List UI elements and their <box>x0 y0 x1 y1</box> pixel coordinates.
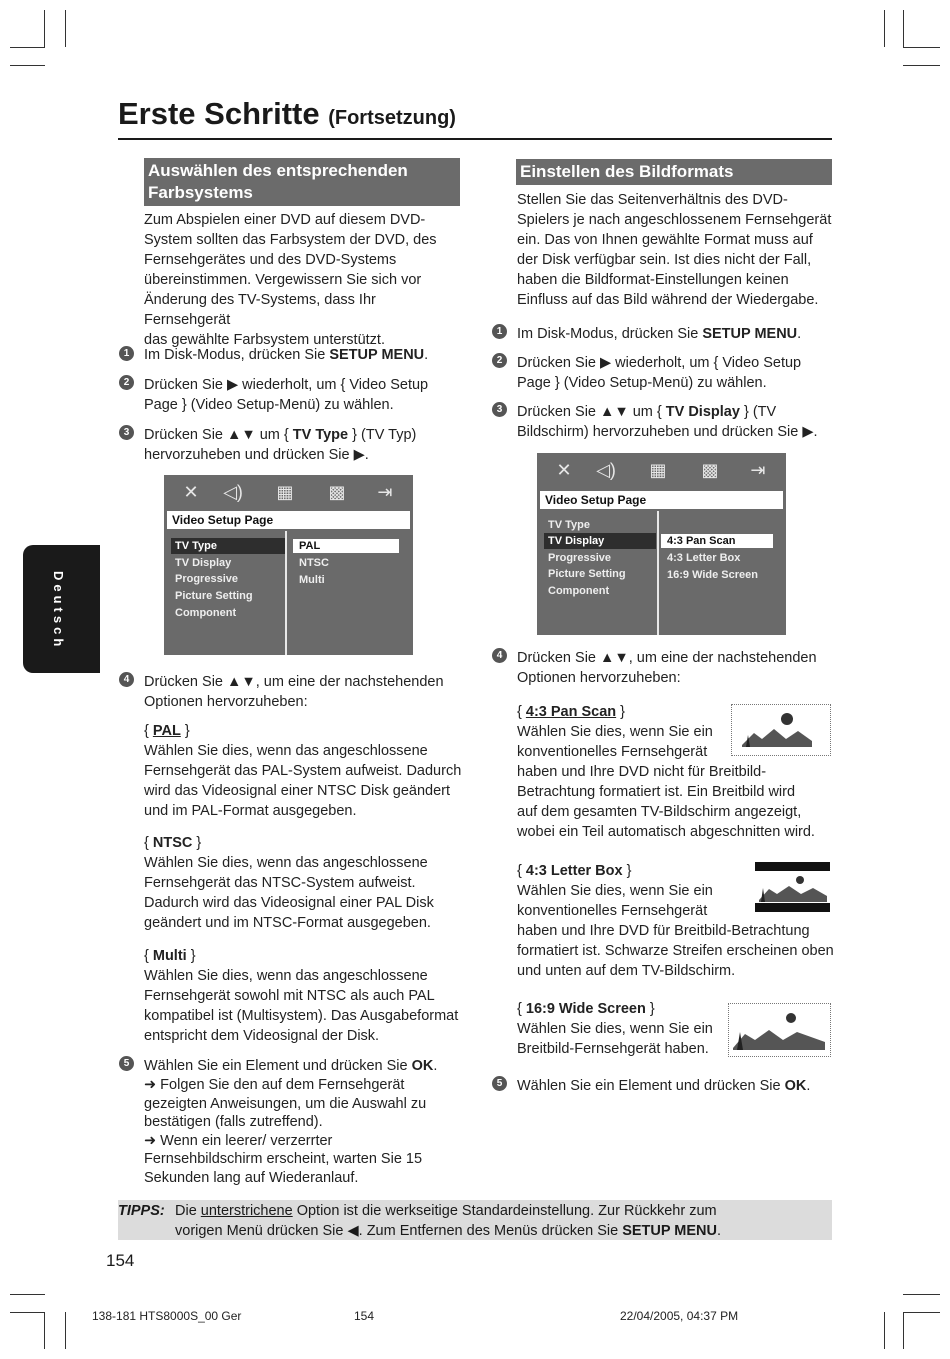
menu-option: 4:3 Pan Scan <box>661 534 773 548</box>
step-number: 5 <box>119 1056 134 1071</box>
heading-line: Auswählen des entsprechenden <box>148 161 408 180</box>
step-5 <box>144 1056 464 1187</box>
option-label: PAL <box>152 723 181 739</box>
step-key: OK <box>411 1058 434 1074</box>
note-line: gezeigten Anweisungen, um die Auswahl zu <box>144 1095 427 1112</box>
menu-item: TV Type <box>171 538 285 554</box>
menu-icon-bar <box>164 475 413 509</box>
step-key: TV Type <box>292 427 349 443</box>
text-line: entspricht dem Videosignal der Disk. <box>144 1028 380 1044</box>
text-line: Drücken Sie ▲▼, um eine der nachstehenden <box>517 650 817 666</box>
menu-page-title: Video Setup Page <box>167 511 410 529</box>
text-line: und im PAL-Format ausgegeben. <box>144 803 357 819</box>
step-1 <box>517 324 801 344</box>
menu-icon-bar <box>537 453 786 487</box>
crop-mark <box>903 1294 940 1295</box>
step-key: SETUP MENU <box>702 326 798 342</box>
speaker-icon: ◁) <box>223 482 243 502</box>
language-side-tab <box>23 545 100 673</box>
option-label: Multi <box>152 948 187 964</box>
heading-line: Farbsystems <box>148 183 253 202</box>
crop-mark <box>884 1312 885 1349</box>
text-line: Page } (Video Setup-Menü) zu wählen. <box>517 375 767 391</box>
crop-mark <box>65 1312 66 1349</box>
step-text: Im Disk-Modus, drücken Sie <box>517 326 703 342</box>
text-line: Fernsehgerät sowohl mit NTSC als auch PAL <box>144 988 435 1004</box>
note-line: ➜ Folgen Sie den auf dem Fernsehgerät <box>144 1077 405 1093</box>
step-key: SETUP MENU <box>329 347 425 363</box>
text-line: haben die Bildformat-Einstellungen keinen <box>517 272 789 288</box>
menu-option: 4:3 Letter Box <box>667 552 741 564</box>
text-line: konventionelles Fernsehgerät <box>517 744 708 760</box>
option-label: 4:3 Letter Box <box>525 863 623 879</box>
text-line: Drücken Sie ▶ wiederholt, um { Video Setup <box>144 377 429 393</box>
step-text: Drücken Sie ▲▼ um { <box>517 404 666 420</box>
page-title-main: Erste Schritte <box>118 96 320 131</box>
text-line: übereinstimmen. Vergewissern Sie sich vor <box>144 272 422 288</box>
menu-item: Component <box>175 607 237 619</box>
menu-option: Multi <box>299 574 325 586</box>
preferences-icon: ▩ <box>701 460 719 480</box>
text-line: auf dem gesamten TV-Bildschirm angezeigt, <box>517 804 802 820</box>
step-2 <box>144 375 428 415</box>
step-number: 5 <box>492 1076 507 1091</box>
option-multi: { Multi } Wählen Sie dies, wenn das angeschlossene Fernsehgerät sowohl mit NTSC als auch PAL kompatibel ist (Multisystem). Das Ausgabeformat entspricht dem Videosignal der Disk. <box>144 946 464 1046</box>
text-line: Wählen Sie dies, wenn das angeschlossene <box>144 968 428 984</box>
text-line: Betrachtung formatiert ist. Ein Breitbild wird <box>517 784 796 800</box>
step-number: 4 <box>492 648 507 663</box>
footer-file: 138-181 HTS8000S_00 Ger <box>92 1309 242 1323</box>
text-line: Fernsehgerätes und des DVD-Systems <box>144 252 397 268</box>
page-number: 154 <box>106 1251 135 1270</box>
text-line: Page } (Video Setup-Menü) zu wählen. <box>144 397 394 413</box>
text-line: Wählen Sie dies, wenn Sie ein <box>517 883 713 899</box>
speaker-icon: ◁) <box>596 460 616 480</box>
preferences-icon: ▩ <box>328 482 346 502</box>
step-text: Im Disk-Modus, drücken Sie <box>144 347 330 363</box>
step-3 <box>144 425 416 465</box>
video-setup-menu-screenshot <box>537 453 786 635</box>
step-4 <box>517 648 817 688</box>
text-line: hervorzuheben und drücken Sie ▶. <box>144 447 369 463</box>
tips-line: vorigen Menü drücken Sie ◀. Zum Entfernen des Menüs drücken Sie <box>175 1223 623 1239</box>
video-icon: ▦ <box>276 482 294 502</box>
step-number: 1 <box>119 346 134 361</box>
crop-mark <box>65 10 66 47</box>
crop-mark <box>10 47 45 48</box>
option-letter-box: { 4:3 Letter Box } Wählen Sie dies, wenn Sie ein konventionelles Fernsehgerät haben und Ihre DVD für Breitbild-Betrachtung formatiert ist. Schwarze Streifen erscheinen oben und unten auf dem TV-Bildschirm. <box>517 861 837 981</box>
text-line: Drücken Sie ▶ wiederholt, um { Video Setup <box>517 355 802 371</box>
text-line: Breitbild-Fernsehgerät haben. <box>517 1041 709 1057</box>
text-line: Fernsehgerät das NTSC-System aufweist. <box>144 875 416 891</box>
step-text: . <box>797 326 802 342</box>
menu-option: 16:9 Wide Screen <box>667 569 758 581</box>
text-line: und unten auf dem TV-Bildschirm. <box>517 963 736 979</box>
crop-mark <box>903 10 904 47</box>
text-line: formatiert ist. Schwarze Streifen erscheinen oben <box>517 943 834 959</box>
crop-mark <box>10 1294 45 1295</box>
option-label: 4:3 Pan Scan <box>525 704 617 720</box>
option-label: NTSC <box>152 835 193 851</box>
step-text: Drücken Sie ▲▼ um { <box>144 427 293 443</box>
step-text: } (TV <box>739 404 777 420</box>
option-label: 16:9 Wide Screen <box>525 1001 646 1017</box>
crop-mark <box>44 1312 45 1349</box>
tips-line: Option ist die werkseitige Standardeinstellung. Zur Rückkehr zum <box>292 1203 717 1219</box>
step-text: Wählen Sie ein Element und drücken Sie <box>517 1078 785 1094</box>
tips-key: SETUP MENU <box>622 1223 717 1239</box>
step-text: Wählen Sie ein Element und drücken Sie <box>144 1058 412 1074</box>
menu-item: Picture Setting <box>548 568 626 580</box>
intro-paragraph <box>517 190 837 310</box>
tips-line: . <box>717 1223 722 1239</box>
text-line: Optionen hervorzuheben: <box>517 670 681 686</box>
step-text: . <box>433 1058 438 1074</box>
exit-icon: ⇥ <box>750 460 766 480</box>
text-line: Dadurch wird das Videosignal einer PAL Disk <box>144 895 434 911</box>
step-number: 2 <box>492 353 507 368</box>
menu-item: Picture Setting <box>175 590 253 602</box>
section-heading-picture-format: Einstellen des Bildformats <box>516 159 832 185</box>
text-line: Bildschirm) hervorzuheben und drücken Sie ▶. <box>517 424 818 440</box>
tips-line: Die <box>175 1203 201 1219</box>
note-line: Sekunden lang auf Wiederanlauf. <box>144 1169 359 1186</box>
step-3 <box>517 402 818 442</box>
option-wide-screen: { 16:9 Wide Screen } Wählen Sie dies, wenn Sie ein Breitbild-Fernsehgerät haben. <box>517 999 837 1059</box>
tips-box <box>118 1200 832 1240</box>
menu-option: PAL <box>293 539 399 553</box>
intro-paragraph <box>144 210 464 350</box>
tips-underlined: unterstrichene <box>200 1203 293 1219</box>
text-line: Spielers je nach angeschlossenem Fernsehgerät <box>517 212 832 228</box>
menu-item: TV Display <box>544 533 656 549</box>
section-heading-color-system <box>144 158 460 206</box>
text-line: kompatibel ist (Multisystem). Das Ausgabeformat <box>144 1008 459 1024</box>
text-line: Fernsehgerät das PAL-System aufweist. Dadurch <box>144 763 462 779</box>
step-number: 3 <box>119 425 134 440</box>
text-line: Wählen Sie dies, wenn Sie ein <box>517 724 713 740</box>
text-line: Wählen Sie dies, wenn Sie ein <box>517 1021 713 1037</box>
step-text: . <box>806 1078 811 1094</box>
crop-mark <box>44 10 45 47</box>
text-line: haben und Ihre DVD nicht für Breitbild- <box>517 764 767 780</box>
step-text: } (TV Typ) <box>348 427 417 443</box>
tips-text <box>175 1201 825 1241</box>
step-text: . <box>424 347 429 363</box>
crop-mark <box>903 1312 904 1349</box>
step-key: TV Display <box>665 404 740 420</box>
step-5 <box>517 1076 810 1096</box>
step-number: 1 <box>492 324 507 339</box>
text-line: ein. Das von Ihnen gewählte Format muss auf <box>517 232 813 248</box>
text-line: konventionelles Fernsehgerät <box>517 903 708 919</box>
language-label: Deutsch <box>51 571 66 651</box>
option-pan-scan: { 4:3 Pan Scan } Wählen Sie dies, wenn Sie ein konventionelles Fernsehgerät haben und Ihre DVD nicht für Breitbild- Betrachtung formatiert ist. Ein Breitbild wird auf dem gesamten TV-Bildschirm angezeigt, wobei ein Teil automatisch abgeschnitten wird. <box>517 702 837 842</box>
step-number: 2 <box>119 375 134 390</box>
step-1 <box>144 345 428 365</box>
option-ntsc: { NTSC } Wählen Sie dies, wenn das angeschlossene Fernsehgerät das NTSC-System aufweist. Dadurch wird das Videosignal einer PAL Disk geändert und im NTSC-Format ausgegeben. <box>144 833 464 933</box>
menu-divider <box>657 511 659 635</box>
menu-item: Progressive <box>548 552 611 564</box>
text-line: System sollten das Farbsystem der DVD, des <box>144 232 437 248</box>
text-line: haben und Ihre DVD für Breitbild-Betrachtung <box>517 923 810 939</box>
text-line: Drücken Sie ▲▼, um eine der nachstehenden <box>144 674 444 690</box>
text-line: Einfluss auf das Bild während der Wiedergabe. <box>517 292 819 308</box>
text-line: wird das Videosignal einer NTSC Disk geändert <box>144 783 450 799</box>
text-line: das gewählte Farbsystem unterstützt. <box>144 332 385 348</box>
text-line: Änderung des TV-Systems, dass Ihr Fernsehgerät <box>144 292 376 328</box>
step-number: 3 <box>492 402 507 417</box>
footer-page: 154 <box>354 1309 375 1323</box>
letter-box-illustration <box>755 862 830 912</box>
page-title <box>118 96 456 132</box>
text-line: Zum Abspielen einer DVD auf diesem DVD- <box>144 212 426 228</box>
menu-item: Progressive <box>175 573 238 585</box>
crop-mark <box>10 65 45 66</box>
tips-label: TIPPS: <box>118 1203 165 1219</box>
wide-screen-illustration <box>728 1003 831 1057</box>
note-line: Fernsehbildschirm erscheint, warten Sie 15 <box>144 1151 423 1167</box>
crop-mark <box>903 47 940 48</box>
text-line: Wählen Sie dies, wenn das angeschlossene <box>144 743 428 759</box>
title-divider <box>118 138 832 140</box>
crop-mark <box>903 1312 940 1313</box>
menu-item: TV Type <box>548 519 590 531</box>
menu-option: NTSC <box>299 557 329 569</box>
pan-scan-illustration <box>731 704 831 756</box>
option-pal: { PAL } Wählen Sie dies, wenn das angeschlossene Fernsehgerät das PAL-System aufweist. Dadurch wird das Videosignal einer NTSC Disk geändert und im PAL-Format ausgegeben. <box>144 721 464 821</box>
step-number: 4 <box>119 672 134 687</box>
tools-icon: ✕ <box>556 460 572 480</box>
crop-mark <box>10 1312 45 1313</box>
text-line: Stellen Sie das Seitenverhältnis des DVD- <box>517 192 788 208</box>
text-line: geändert und im NTSC-Format ausgegeben. <box>144 915 431 931</box>
step-4 <box>144 672 444 712</box>
note-line: bestätigen (falls zutreffend). <box>144 1114 323 1130</box>
video-icon: ▦ <box>649 460 667 480</box>
crop-mark <box>884 10 885 47</box>
text-line: wobei ein Teil automatisch abgeschnitten wird. <box>517 824 815 840</box>
text-line: Wählen Sie dies, wenn das angeschlossene <box>144 855 428 871</box>
step-key: OK <box>784 1078 807 1094</box>
text-line: der Disk verfügbar sein. Ist dies nicht der Fall, <box>517 252 812 268</box>
step-2 <box>517 353 801 393</box>
crop-mark <box>903 65 940 66</box>
note-line: ➜ Wenn ein leerer/ verzerrter <box>144 1132 333 1149</box>
page-title-sub: (Fortsetzung) <box>328 107 456 129</box>
tools-icon: ✕ <box>183 482 199 502</box>
video-setup-menu-screenshot <box>164 475 413 655</box>
exit-icon: ⇥ <box>377 482 393 502</box>
menu-item: TV Display <box>175 557 232 569</box>
footer-datetime: 22/04/2005, 04:37 PM <box>620 1309 739 1323</box>
menu-page-title: Video Setup Page <box>540 491 783 509</box>
menu-divider <box>285 531 287 655</box>
menu-item: Component <box>548 585 610 597</box>
text-line: Optionen hervorzuheben: <box>144 694 308 710</box>
